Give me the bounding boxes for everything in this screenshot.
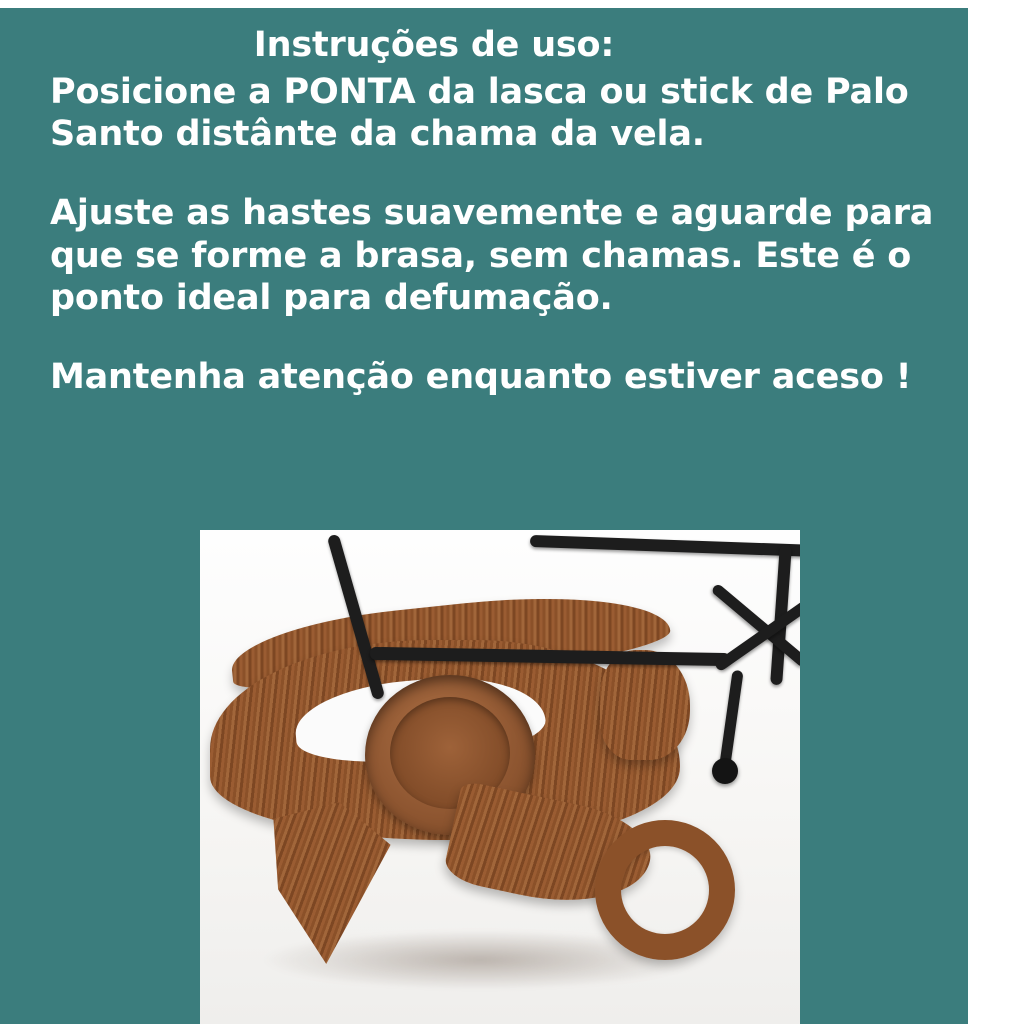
eye-of-horus-side-tab [600,650,690,760]
instruction-paragraph-2-line-3: ponto ideal para defumação. [50,278,613,319]
instruction-paragraph-3-line-1: Mantenha atenção enquanto estiver aceso ! [50,357,912,398]
eye-of-horus-spiral [595,820,735,960]
metal-rod-top [530,535,800,557]
instruction-paragraph-2-line-2: que se forme a brasa, sem chamas. Este é o [50,235,912,276]
instruction-paragraph-1-line-2: Santo distânte da chama da vela. [50,114,705,155]
instruction-paragraph-2-line-1: Ajuste as hastes suavemente e aguarde para [50,193,934,234]
product-photo-backdrop [200,530,800,1024]
product-photo [200,530,800,1024]
paragraph-spacer-2 [50,320,938,356]
metal-rod-foot [712,758,738,784]
paragraph-spacer-1 [50,156,938,192]
instructions-heading: Instruções de uso: [253,25,615,65]
instruction-paragraph-1-line-1: Posicione a PONTA da lasca ou stick de Palo [50,71,909,112]
instructions-text-block [0,8,968,399]
